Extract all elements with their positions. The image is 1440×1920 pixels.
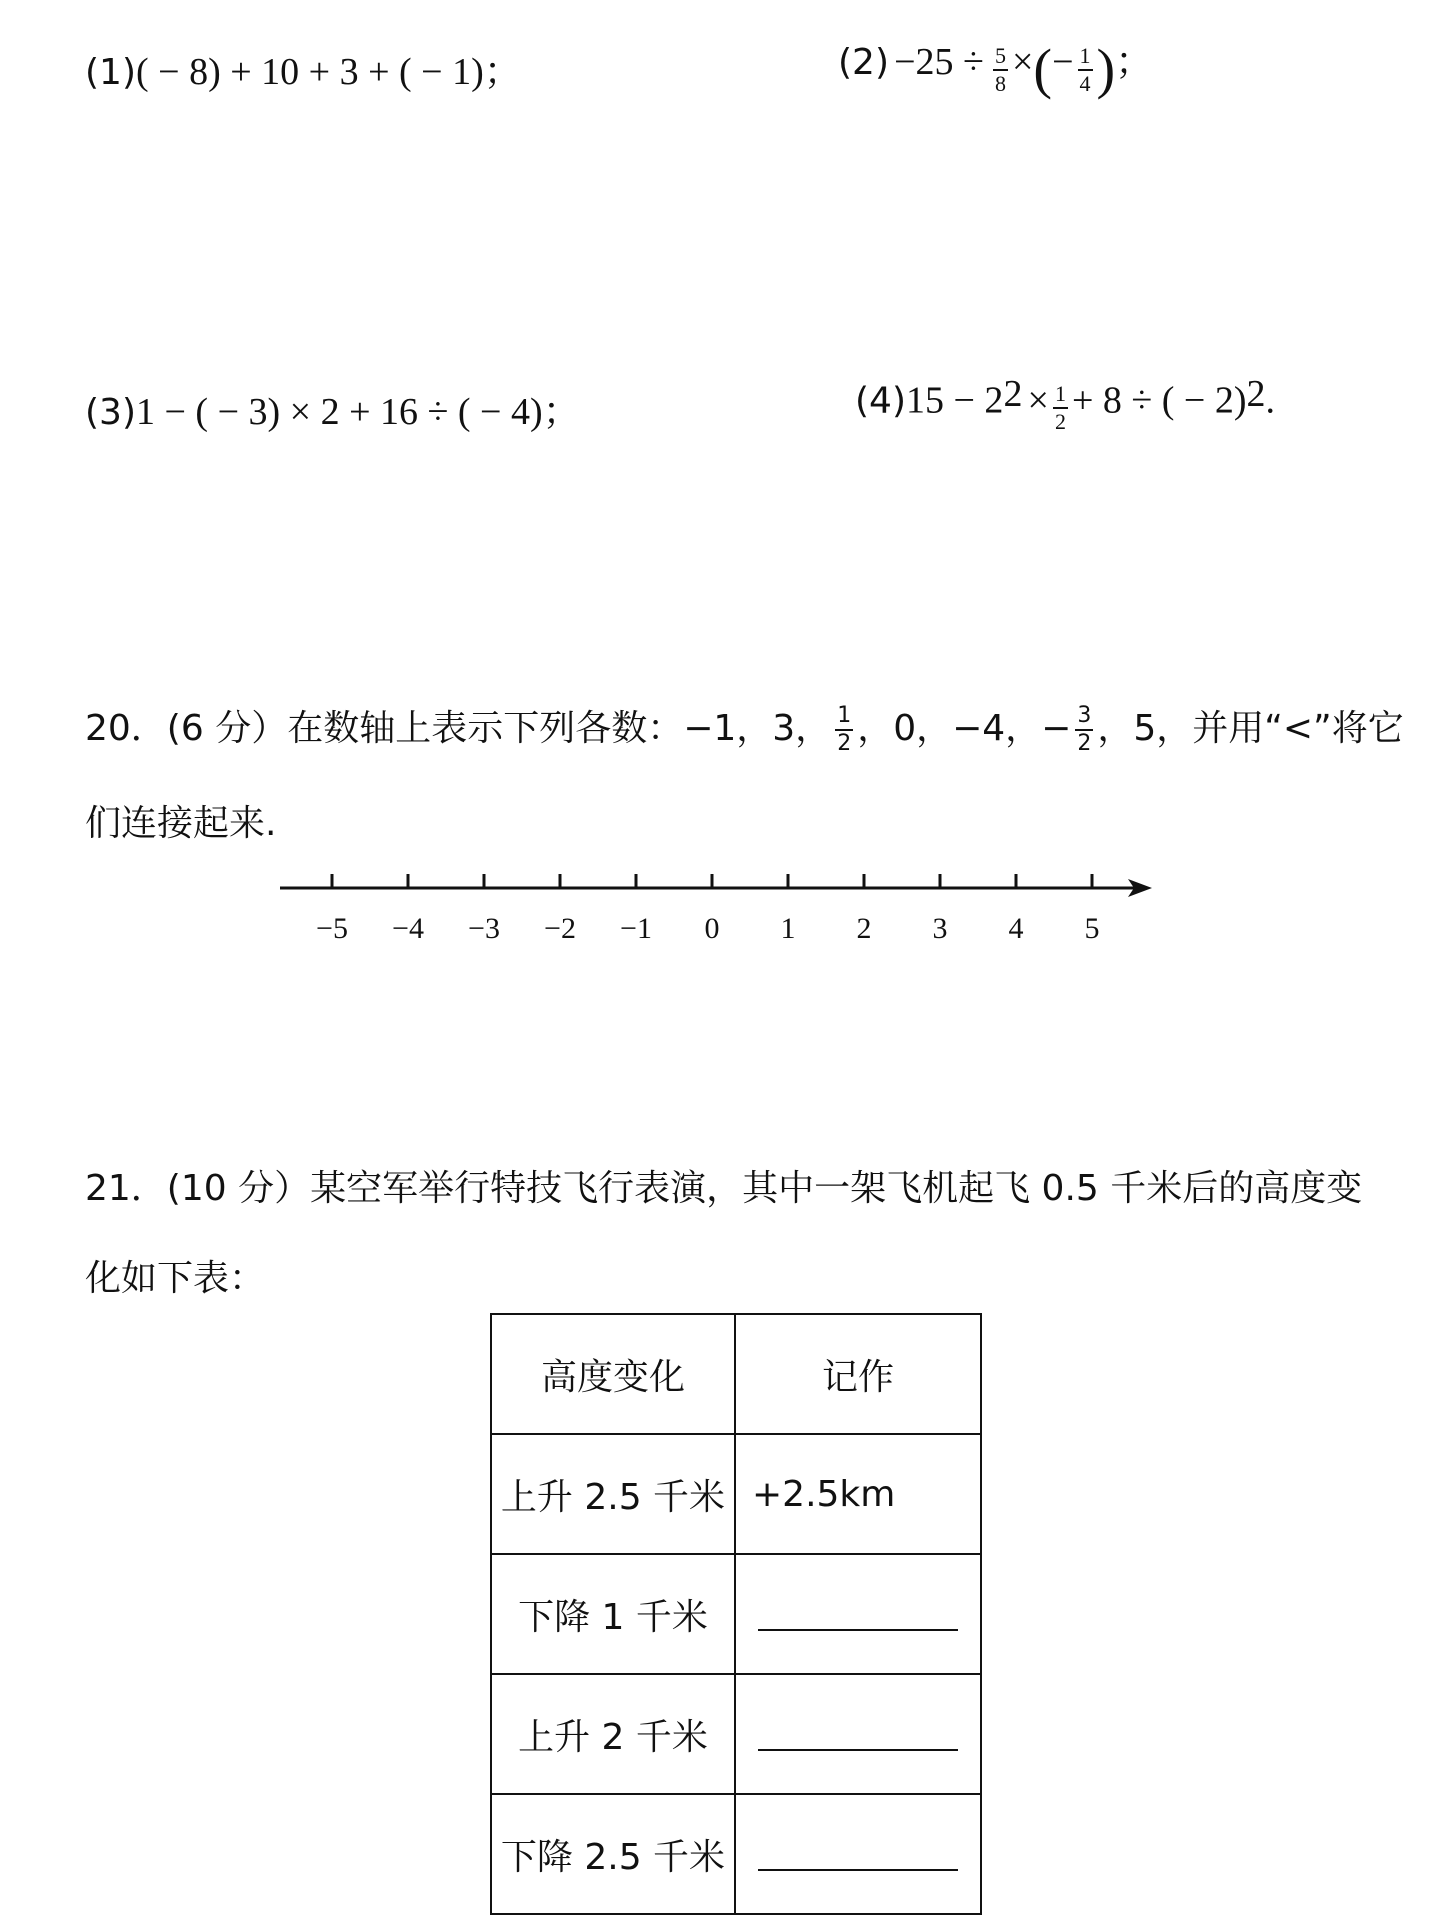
number-line-tick-label: −1 <box>620 912 652 945</box>
header-record: 记作 <box>735 1314 981 1434</box>
number-line-tick-label: 5 <box>1084 912 1100 945</box>
table-header-row <box>491 1314 981 1434</box>
question-20-numbers-c: ，5，并用“<”将它 <box>1097 708 1404 749</box>
question-21-line-2: 化如下表： <box>85 1258 266 1299</box>
number-line-tick-label: 1 <box>780 912 796 945</box>
number-line-ticks <box>316 874 1099 945</box>
question-20-numbers-b: ，0，−4，− <box>857 708 1072 749</box>
problem-2-label: (2) <box>838 42 889 83</box>
question-20-line-1 <box>85 700 1404 755</box>
problem-4-lead: 15 − 2 <box>906 379 1004 422</box>
problem-3 <box>85 380 581 435</box>
change-cell: 下降 2.5 千米 <box>491 1794 735 1914</box>
change-cell: 上升 2.5 千米 <box>491 1434 735 1554</box>
number-line-tick-label: −2 <box>544 912 576 945</box>
problem-4-mid: + 8 ÷ ( − 2) <box>1071 379 1247 422</box>
question-21-line-1: 21．(10 分）某空军举行特技飞行表演，其中一架飞机起飞 0.5 千米后的高度变 <box>85 1168 1363 1209</box>
record-blank-cell[interactable] <box>735 1794 981 1914</box>
header-altitude-change: 高度变化 <box>491 1314 735 1434</box>
problem-4-exp-2: 2 <box>1246 373 1266 415</box>
question-20-line-2: 们连接起来. <box>85 803 277 844</box>
answer-blank[interactable] <box>758 1589 958 1631</box>
question-20-fraction-half: $\frac{1}{2}$ <box>837 703 852 756</box>
number-line-tick-label: −3 <box>468 912 500 945</box>
problem-4-tail: . <box>1265 379 1275 422</box>
number-line-tick-label: −5 <box>316 912 348 945</box>
change-cell: 上升 2 千米 <box>491 1674 735 1794</box>
problem-3-label: (3) <box>85 392 136 433</box>
problem-3-expression: 1 − ( − 3) × 2 + 16 ÷ ( − 4)； <box>136 391 581 433</box>
problem-2-neg: − <box>1052 41 1074 83</box>
change-cell: 下降 1 千米 <box>491 1554 735 1674</box>
answer-blank[interactable] <box>758 1829 958 1871</box>
answer-blank[interactable] <box>758 1709 958 1751</box>
problem-1-expression: ( − 8) + 10 + 3 + ( − 1)； <box>136 51 522 93</box>
question-20-fraction-three-halves: $\frac{3}{2}$ <box>1077 703 1092 756</box>
problem-1-label: (1) <box>85 52 136 93</box>
problem-4-exp-1: 2 <box>1003 373 1023 415</box>
problem-2-times: × <box>1011 41 1034 83</box>
problem-4-label: (4) <box>855 380 906 422</box>
problem-2-fraction-1: $\frac{5}{8}$ <box>994 42 1006 96</box>
problem-1 <box>85 40 522 95</box>
problem-4-times: × <box>1027 379 1049 422</box>
problem-2-fraction-2: $\frac{1}{4}$ <box>1079 42 1091 96</box>
problem-2-tail: ； <box>1115 41 1154 83</box>
number-line-tick-label: 0 <box>704 912 720 945</box>
record-cell: +2.5km <box>735 1434 981 1554</box>
altitude-table <box>490 1313 982 1915</box>
problem-4 <box>855 372 1275 433</box>
question-20-prefix: 20．(6 分）在数轴上表示下列各数： <box>85 708 684 749</box>
question-20-numbers-a: −1，3， <box>683 708 832 749</box>
table-row <box>491 1794 981 1914</box>
number-line-tick-label: 2 <box>856 912 872 945</box>
problem-2 <box>838 30 1153 102</box>
number-line-tick-label: 4 <box>1008 912 1024 945</box>
number-line-tick-label: −4 <box>392 912 424 945</box>
number-line <box>0 860 1440 970</box>
number-line-tick-label: 3 <box>932 912 948 945</box>
table-row <box>491 1434 981 1554</box>
problem-2-lead: −25 ÷ <box>894 41 984 83</box>
record-blank-cell[interactable] <box>735 1674 981 1794</box>
table-row <box>491 1674 981 1794</box>
left-paren: ( <box>1033 38 1053 101</box>
record-blank-cell[interactable] <box>735 1554 981 1674</box>
right-paren: ) <box>1096 38 1116 101</box>
table-row <box>491 1554 981 1674</box>
problem-4-fraction: $\frac{1}{2}$ <box>1054 380 1066 434</box>
